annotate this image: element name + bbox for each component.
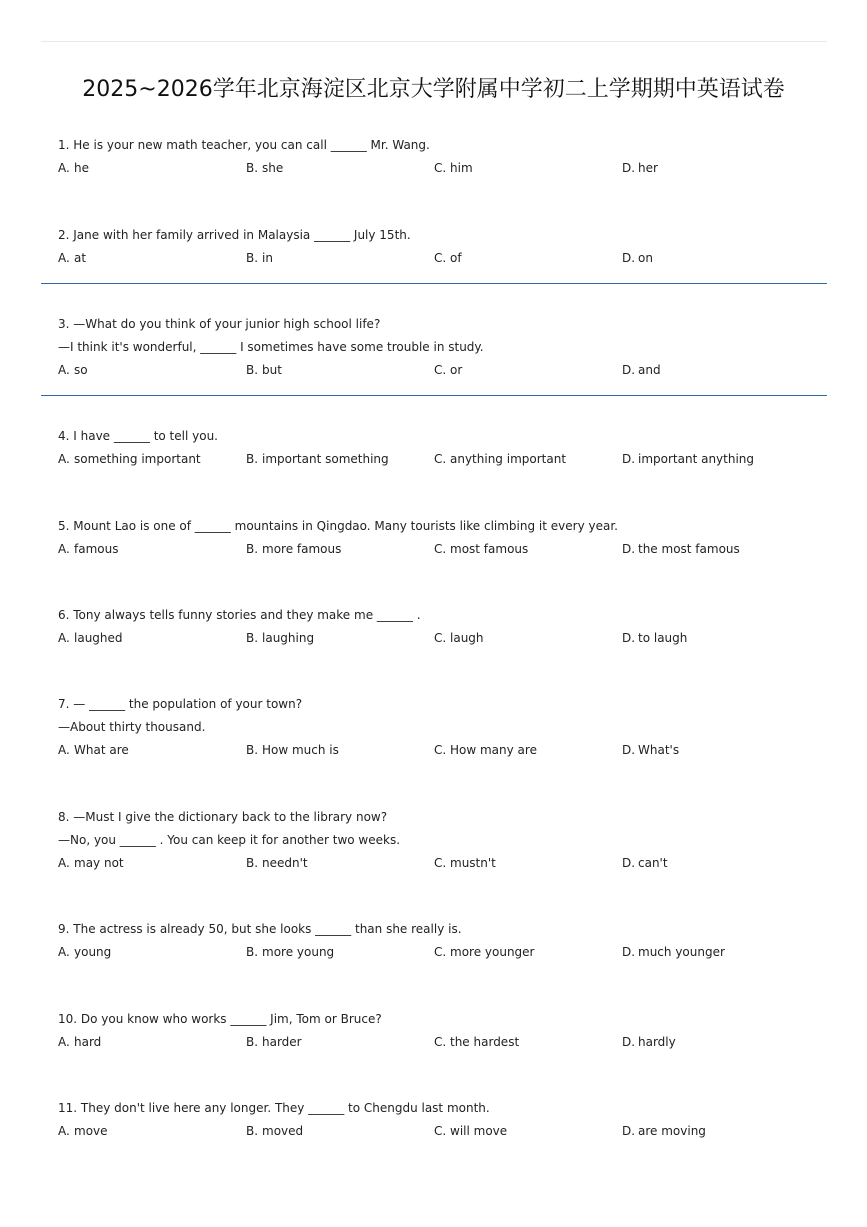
option-letter: A.	[58, 743, 70, 757]
answer-option[interactable]	[58, 852, 246, 875]
answer-options	[58, 1120, 828, 1143]
answer-options	[58, 941, 828, 964]
question-9	[58, 918, 828, 964]
question-6	[58, 604, 828, 650]
option-letter: D.	[622, 856, 636, 870]
question-1	[58, 134, 828, 180]
answer-option[interactable]	[434, 247, 622, 270]
answer-options	[58, 157, 828, 180]
option-letter: A.	[58, 161, 70, 175]
answer-option[interactable]	[622, 448, 810, 471]
option-text: but	[262, 363, 282, 377]
option-letter: A.	[58, 452, 70, 466]
option-letter: D.	[622, 1124, 636, 1138]
question-5	[58, 515, 828, 561]
option-text: needn't	[262, 856, 308, 870]
answer-option[interactable]	[622, 247, 810, 270]
option-letter: B.	[246, 631, 259, 645]
question-4	[58, 425, 828, 471]
option-text: can't	[638, 856, 668, 870]
answer-option[interactable]	[434, 448, 622, 471]
option-text: mustn't	[450, 856, 496, 870]
option-text: harder	[262, 1035, 302, 1049]
answer-option[interactable]	[434, 852, 622, 875]
answer-option[interactable]	[58, 941, 246, 964]
section-divider	[41, 395, 827, 396]
answer-options	[58, 739, 828, 762]
question-text: 11. They don't live here any longer. They ______ to Chengdu last month.	[58, 1101, 490, 1115]
option-letter: C.	[434, 251, 447, 265]
option-letter: B.	[246, 1035, 259, 1049]
answer-option[interactable]	[622, 852, 810, 875]
answer-options	[58, 448, 828, 471]
question-11	[58, 1097, 828, 1143]
option-letter: C.	[434, 945, 447, 959]
answer-option[interactable]	[622, 1031, 810, 1054]
option-letter: B.	[246, 452, 259, 466]
option-text: laughed	[74, 631, 123, 645]
question-text: —No, you ______ . You can keep it for another two weeks.	[58, 833, 401, 847]
question-text: 1. He is your new math teacher, you can call ______ Mr. Wang.	[58, 138, 430, 152]
option-letter: A.	[58, 631, 70, 645]
answer-option[interactable]	[58, 627, 246, 650]
option-text: laugh	[450, 631, 484, 645]
option-text: How many are	[450, 743, 537, 757]
question-text: 8. —Must I give the dictionary back to the library now?	[58, 810, 388, 824]
answer-option[interactable]	[246, 157, 434, 180]
option-letter: C.	[434, 542, 447, 556]
answer-option[interactable]	[58, 1031, 246, 1054]
option-letter: B.	[246, 363, 259, 377]
option-text: and	[638, 363, 661, 377]
answer-option[interactable]	[434, 1031, 622, 1054]
question-text: 4. I have ______ to tell you.	[58, 429, 218, 443]
option-text: at	[74, 251, 87, 265]
option-letter: D.	[622, 452, 636, 466]
option-text: the most famous	[638, 542, 740, 556]
answer-options	[58, 359, 828, 382]
option-text: laughing	[262, 631, 315, 645]
option-text: something important	[74, 452, 201, 466]
answer-options	[58, 852, 828, 875]
option-text: move	[74, 1124, 108, 1138]
question-3	[58, 313, 828, 382]
option-text: may not	[74, 856, 124, 870]
option-letter: A.	[58, 363, 70, 377]
question-text: 2. Jane with her family arrived in Malaysia ______ July 15th.	[58, 228, 411, 242]
option-letter: D.	[622, 743, 636, 757]
answer-options	[58, 627, 828, 650]
option-letter: B.	[246, 542, 259, 556]
option-text: much younger	[638, 945, 725, 959]
answer-option[interactable]	[622, 739, 810, 762]
option-text: will move	[450, 1124, 508, 1138]
option-letter: D.	[622, 542, 636, 556]
answer-option[interactable]	[434, 627, 622, 650]
option-text: so	[74, 363, 88, 377]
answer-option[interactable]	[434, 1120, 622, 1143]
answer-option[interactable]	[246, 852, 434, 875]
answer-option[interactable]	[246, 247, 434, 270]
question-7	[58, 693, 828, 762]
option-letter: A.	[58, 1035, 70, 1049]
answer-option[interactable]	[434, 739, 622, 762]
option-letter: C.	[434, 743, 447, 757]
option-letter: A.	[58, 945, 70, 959]
option-letter: B.	[246, 856, 259, 870]
option-letter: D.	[622, 945, 636, 959]
option-letter: A.	[58, 251, 70, 265]
option-text: hard	[74, 1035, 102, 1049]
option-letter: D.	[622, 251, 636, 265]
answer-option[interactable]	[246, 1031, 434, 1054]
top-rule	[41, 41, 827, 42]
question-text: 7. — ______ the population of your town?	[58, 697, 303, 711]
answer-option[interactable]	[434, 157, 622, 180]
answer-option[interactable]	[622, 941, 810, 964]
option-text: or	[450, 363, 463, 377]
answer-option[interactable]	[622, 1120, 810, 1143]
answer-option[interactable]	[246, 1120, 434, 1143]
option-text: the hardest	[450, 1035, 520, 1049]
answer-option[interactable]	[246, 627, 434, 650]
option-text: important anything	[638, 452, 755, 466]
option-text: to laugh	[638, 631, 688, 645]
option-text: moved	[262, 1124, 304, 1138]
answer-options	[58, 247, 828, 270]
option-text: on	[638, 251, 653, 265]
option-letter: A.	[58, 856, 70, 870]
question-text: 3. —What do you think of your junior high school life?	[58, 317, 381, 331]
option-letter: D.	[622, 631, 636, 645]
option-text: in	[262, 251, 273, 265]
answer-option[interactable]	[622, 538, 810, 561]
question-text: —I think it's wonderful, ______ I sometimes have some trouble in study.	[58, 340, 484, 354]
question-2	[58, 224, 828, 270]
option-text: of	[450, 251, 462, 265]
answer-option[interactable]	[246, 448, 434, 471]
answer-option[interactable]	[434, 941, 622, 964]
option-letter: A.	[58, 542, 70, 556]
option-text: most famous	[450, 542, 529, 556]
option-text: What's	[638, 743, 680, 757]
section-divider	[41, 283, 827, 284]
question-10	[58, 1008, 828, 1054]
question-8	[58, 806, 828, 875]
answer-option[interactable]	[58, 538, 246, 561]
option-letter: D.	[622, 1035, 636, 1049]
answer-option[interactable]	[58, 359, 246, 382]
option-text: more younger	[450, 945, 535, 959]
option-letter: B.	[246, 743, 259, 757]
answer-option[interactable]	[246, 538, 434, 561]
option-text: her	[638, 161, 658, 175]
answer-option[interactable]	[58, 1120, 246, 1143]
option-text: more famous	[262, 542, 342, 556]
option-letter: C.	[434, 161, 447, 175]
option-text: famous	[74, 542, 119, 556]
question-text: 9. The actress is already 50, but she looks ______ than she really is.	[58, 922, 462, 936]
answer-option[interactable]	[434, 538, 622, 561]
option-letter: C.	[434, 1124, 447, 1138]
question-text: —About thirty thousand.	[58, 720, 206, 734]
option-text: young	[74, 945, 112, 959]
option-text: she	[262, 161, 284, 175]
option-letter: D.	[622, 161, 636, 175]
question-text: 6. Tony always tells funny stories and they make me ______ .	[58, 608, 421, 622]
answer-option[interactable]	[246, 739, 434, 762]
question-text: 10. Do you know who works ______ Jim, Tom or Bruce?	[58, 1012, 382, 1026]
answer-options	[58, 1031, 828, 1054]
option-letter: C.	[434, 1035, 447, 1049]
option-letter: C.	[434, 856, 447, 870]
answer-option[interactable]	[58, 247, 246, 270]
option-text: important something	[262, 452, 389, 466]
page-title: 2025~2026学年北京海淀区北京大学附属中学初二上学期期中英语试卷	[82, 77, 785, 102]
option-text: him	[450, 161, 473, 175]
option-letter: C.	[434, 631, 447, 645]
option-letter: B.	[246, 161, 259, 175]
option-text: What are	[74, 743, 129, 757]
answer-option[interactable]	[58, 157, 246, 180]
answer-option[interactable]	[622, 627, 810, 650]
answer-option[interactable]	[58, 739, 246, 762]
option-text: hardly	[638, 1035, 676, 1049]
answer-option[interactable]	[58, 448, 246, 471]
option-text: are moving	[638, 1124, 706, 1138]
answer-option[interactable]	[246, 359, 434, 382]
option-letter: D.	[622, 363, 636, 377]
option-letter: B.	[246, 251, 259, 265]
option-text: How much is	[262, 743, 339, 757]
option-text: he	[74, 161, 89, 175]
option-text: anything important	[450, 452, 567, 466]
option-letter: B.	[246, 945, 259, 959]
option-text: more young	[262, 945, 335, 959]
answer-option[interactable]	[622, 359, 810, 382]
question-text: 5. Mount Lao is one of ______ mountains in Qingdao. Many tourists like climbing it every year.	[58, 519, 618, 533]
option-letter: C.	[434, 452, 447, 466]
answer-option[interactable]	[434, 359, 622, 382]
option-letter: B.	[246, 1124, 259, 1138]
option-letter: A.	[58, 1124, 70, 1138]
answer-options	[58, 538, 828, 561]
answer-option[interactable]	[622, 157, 810, 180]
answer-option[interactable]	[246, 941, 434, 964]
option-letter: C.	[434, 363, 447, 377]
